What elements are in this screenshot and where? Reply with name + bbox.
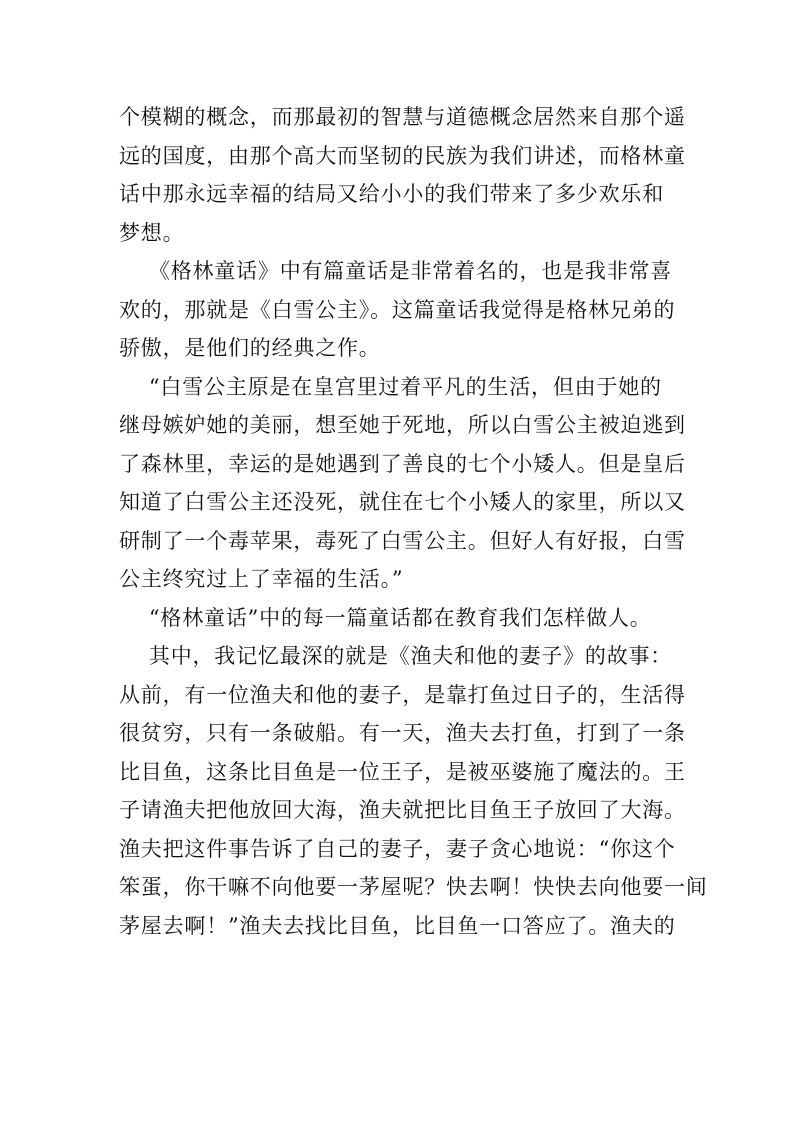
text-line: “格林童话”中的每一篇童话都在教育我们怎样做人。 (119, 605, 652, 630)
text-line: 话中那永远幸福的结局又给小小的我们带来了多少欢乐和 (119, 182, 664, 206)
body-text (119, 98, 708, 945)
text-line: 知道了白雪公主还没死，就住在七个小矮人的家里，所以又 (119, 490, 686, 514)
text-line: 《格林童话》中有篇童话是非常着名的，也是我非常喜 (119, 259, 673, 283)
text-line: 个模糊的概念，而那最初的智慧与道德概念居然来自那个遥 (119, 105, 686, 129)
text-line: 欢的，那就是《白雪公主》。这篇童话我觉得是格林兄弟的 (119, 297, 676, 322)
text-line: 了森林里，幸运的是她遇到了善良的七个小矮人。但是皇后 (119, 451, 686, 476)
text-line: 继母嫉妒她的美丽，想至她于死地，所以白雪公主被迫逃到 (119, 413, 686, 437)
text-line: 公主终究过上了幸福的生活。” (119, 567, 404, 591)
text-line: 其中，我记忆最深的就是《渔夫和他的妻子》的故事： (119, 644, 673, 668)
text-line: 茅屋去啊！”渔夫去找比目鱼，比目鱼一口答应了。渔夫的 (119, 913, 676, 938)
text-line: 骄傲，是他们的经典之作。 (119, 336, 381, 360)
text-line: 渔夫把这件事告诉了自己的妻子，妻子贪心地说：“你这个 (119, 836, 676, 861)
text-line: 研制了一个毒苹果，毒死了白雪公主。但好人有好报，白雪 (119, 528, 686, 553)
text-line: 从前，有一位渔夫和他的妻子，是靠打鱼过日子的，生活得 (119, 682, 686, 707)
text-line: 远的国度，由那个高大而坚韧的民族为我们讲述，而格林童 (119, 143, 686, 168)
text-line: 比目鱼，这条比目鱼是一位王子，是被巫婆施了魔法的。王 (119, 759, 686, 784)
text-line: 子请渔夫把他放回大海，渔夫就把比目鱼王子放回了大海。 (119, 798, 686, 822)
text-line: 很贫穷，只有一条破船。有一天，渔夫去打鱼，打到了一条 (119, 721, 686, 745)
text-line: 笨蛋，你干嘛不向他要一茅屋呢？快去啊！快快去向他要一间 (119, 875, 708, 899)
text-line: 梦想。 (119, 220, 185, 245)
text-line: “白雪公主原是在皇宫里过着平凡的生活，但由于她的 (119, 374, 662, 399)
